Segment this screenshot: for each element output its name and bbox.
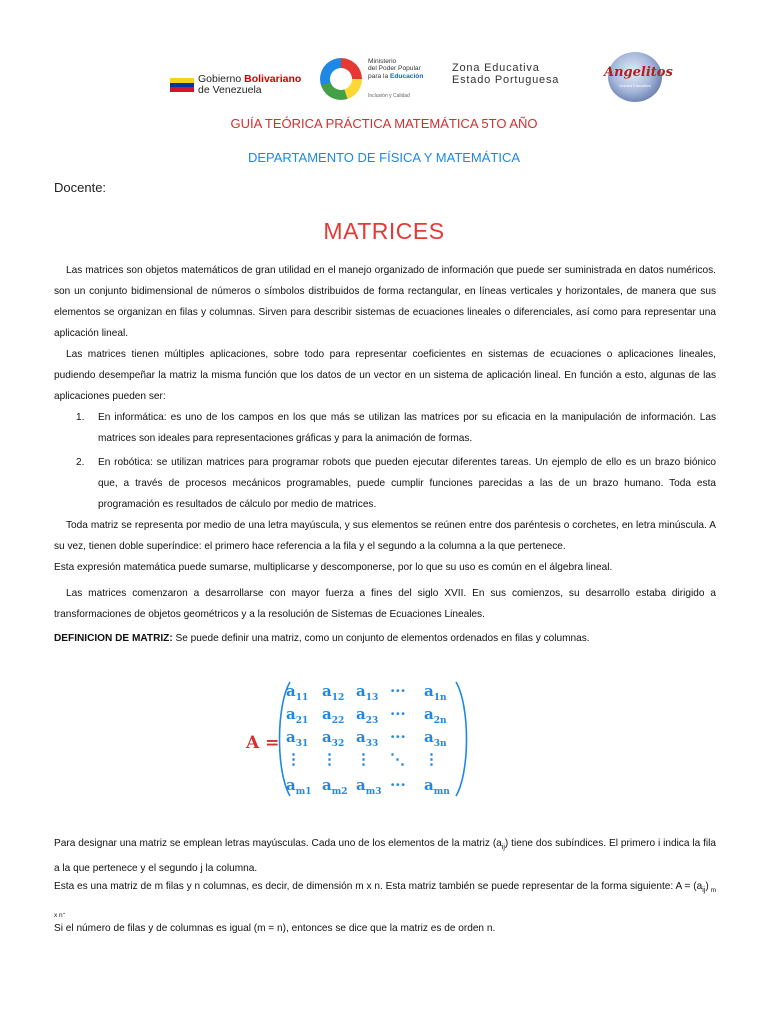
angelitos-school-logo: Angelitos Unidad Educativa <box>608 52 662 102</box>
matrix-entry: $a_{13}$ <box>356 682 379 703</box>
venezuela-flag-icon <box>170 78 194 92</box>
list-item: 2. En robótica: se utilizan matrices para programar robots que pueden ejecutar diferentes tareas. Un ejemplo de ello es un brazo biónico que, a través de procesos mecánicos programables, puede cumplir funciones parecidas a las de un brazo humano. Toda esta programación es resultados de cálculo por medio de matrices. <box>76 457 716 510</box>
matrix-entry: ⋮ <box>424 750 439 768</box>
algebra-paragraph: Esta expresión matemática puede sumarse, multiplicarse y descomponerse, por lo que su uso es común en el álgebra lineal. <box>54 562 613 573</box>
dimension-paragraph: Esta es una matriz de m filas y n columnas, es decir, de dimensión m x n. Esta matriz también se puede representar de la forma siguiente: $A = (a_{ij})$ $_{m x n}$. <box>54 881 716 920</box>
matrix-entry: $a_{32}$ <box>322 728 345 749</box>
matrix-cells <box>286 682 450 797</box>
header-logos <box>170 52 673 112</box>
matrix-figure <box>238 676 478 802</box>
page-title: MATRICES <box>323 218 445 244</box>
history-paragraph: Las matrices comenzaron a desarrollarse con mayor fuerza a fines del siglo XVII. En sus comienzos, su desarrollo estaba dirigido a transformaciones de objetos geométricos y a la resolución de Sistemas de Ecuaciones Lineales. <box>54 588 716 620</box>
matrix-entry: ··· <box>390 728 406 746</box>
ministerio-ring-icon <box>320 58 362 100</box>
matrix-entry: $a_{1n}$ <box>424 682 447 703</box>
department-title: DEPARTAMENTO DE FÍSICA Y MATEMÁTICA <box>247 150 521 165</box>
list-item: 1. En informática: es uno de los campos en los que más se utilizan las matrices por su eficacia en la manipulación de información. Las matrices son ideales para representaciones gráficas y para la animación de formas. <box>76 412 716 444</box>
applications-paragraph: Las matrices tienen múltiples aplicaciones, sobre todo para representar coeficientes en sistemas de ecuaciones o aplicaciones lineales, pudiendo desempeñar la matriz la misma función que los datos de un vector en un sistema de aplicación lineal. En función a esto, algunas de las aplicaciones pueden ser: <box>54 349 716 402</box>
matrix-entry: $a_{3n}$ <box>424 728 447 749</box>
matrix-entry: $a_{23}$ <box>356 705 379 726</box>
matrix-entry: ⋮ <box>286 750 301 768</box>
matrix-label: A = <box>246 733 280 753</box>
ministerio-educacion-logo: Ministerio del Poder Popular para la Educación Inclusión y Calidad <box>318 56 444 104</box>
matrix-entry: $a_{21}$ <box>286 705 309 726</box>
matrix-entry: $a_{m1}$ <box>286 776 312 797</box>
notation-paragraph: Toda matriz se representa por medio de una letra mayúscula, y sus elementos se reúnen entre dos paréntesis o corchetes, en letra minúscula. A su vez, tienen doble superíndice: el primero hace referencia a la fila y el segundo a la columna a la que pertenece. <box>54 520 716 552</box>
matrix-entry: ⋮ <box>322 750 337 768</box>
matrix-entry: $a_{33}$ <box>356 728 379 749</box>
matrix-entry: $a_{2n}$ <box>424 705 447 726</box>
definition-paragraph: DEFINICION DE MATRIZ: Se puede definir una matriz, como un conjunto de elementos ordenados en filas y columnas. <box>54 633 590 644</box>
guide-title: GUÍA TEÓRICA PRÁCTICA MATEMÁTICA 5TO AÑO <box>230 116 538 131</box>
zona-educativa-logo: Zona Educativa Estado Portuguesa <box>452 62 560 86</box>
matrix-entry: ⋮ <box>356 750 371 768</box>
matrix-entry: $a_{31}$ <box>286 728 309 749</box>
intro-paragraph: Las matrices son objetos matemáticos de gran utilidad en el manejo organizado de información que puede ser suministrada en datos numéricos. son un conjunto bidimensional de números o símbolos distribuidos de forma rectangular, en líneas verticales y horizontales, de manera que sus elementos se organizan en filas y columnas. Sirven para describir sistemas de ecuaciones lineales o diferenciales, así como para representar una aplicación lineal. <box>54 265 716 339</box>
matrix-entry: $a_{11}$ <box>286 682 309 703</box>
matrix-entry: ··· <box>390 776 406 794</box>
matrix-entry: $a_{22}$ <box>322 705 345 726</box>
matrix-entry: $a_{m2}$ <box>322 776 348 797</box>
subscript-paragraph: Para designar una matriz se emplean letras mayúsculas. Cada uno de los elementos de la matriz $(a_{ij})$ tiene dos subíndices. El primero i indica la fila a la que pertenece y el segundo j la columna. <box>54 838 716 875</box>
matrix-entry: $a_{12}$ <box>322 682 345 703</box>
matrix-entry: $a_{mn}$ <box>424 776 450 797</box>
matrix-entry: ⋱ <box>390 750 405 768</box>
gobierno-bolivariano-logo: Gobierno Bolivariano de Venezuela <box>170 74 310 104</box>
order-paragraph: Si el número de filas y de columnas es igual (m = n), entonces se dice que la matriz es de orden n. <box>54 923 496 934</box>
teacher-label: Docente: <box>54 180 107 195</box>
right-paren <box>456 682 467 796</box>
matrix-entry: $a_{m3}$ <box>356 776 382 797</box>
matrix-entry: ··· <box>390 705 406 723</box>
matrix-entry: ··· <box>390 682 406 700</box>
